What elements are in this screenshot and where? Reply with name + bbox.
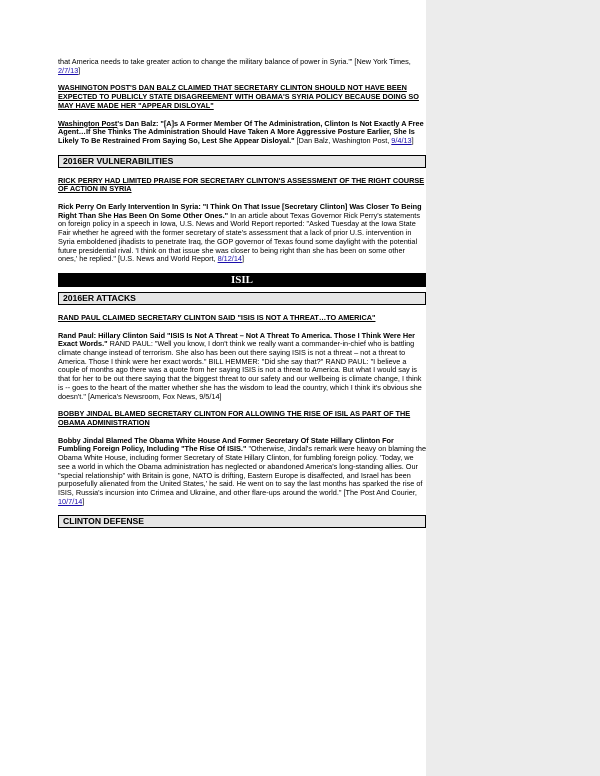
document-page [58,58,426,528]
section-header-box: CLINTON DEFENSE [58,515,426,528]
section-header-box: 2016ER VULNERABILITIES [58,155,426,168]
body-text: "Otherwise, Jindal's remark were heavy on blaming the Obama White House, including former Secretary of State Hillary Clinton, for fumbling foreign policy. 'Today, we see a world in which the Obama administration has neglected or abandoned America's long-standing allies. Our "special relationship" with Britain is gone, NATO is drifting, Eastern Europe is disaffected, and Israel has been purposefully alienated from the United States,' he said. He went on to say the last months has sparked the rise of ISIS, Russia's incursion into Crimea and Ukraine, and other flare-ups around the world." [The Post And Courier, [58,444,427,497]
bold-lead-text: Bobby Jindal Blamed The Obama White House And Former Secretary Of State Hillary Clinton For Fumbling Foreign Policy, Including "The Rise Of ISIS." [58,435,394,454]
section-subheading: WASHINGTON POST'S DAN BALZ CLAIMED THAT SECRETARY CLINTON SHOULD NOT HAVE BEEN EXPECTED TO PUBLICLY STATE DISAGREEMENT WITH OBAMA'S SYRIA POLICY BECAUSE DOING SO MAY HAVE MADE HER "APPEAR DISLOYAL" [58,83,419,110]
section-header-box: 2016ER ATTACKS [58,292,426,305]
section-subheading: RICK PERRY HAD LIMITED PRAISE FOR SECRETARY CLINTON'S ASSESSMENT OF THE RIGHT COURSE OF ACTION IN SYRIA [58,175,425,194]
body-text: RAND PAUL: "Well you know, I don't think we really want a commander-in-chief who is battling climate change instead of terrorism. She also has been out there saying ISIS is not a threat – not a threat to America. Those I think were her exact words." BILL HEMMER: "Did she say that?" RAND PAUL: "I believe a couple of months ago there was a quote from her saying ISIS is not a threat to America. But what I would say is that for her to be out there saying that the biggest threat to our safety and our wellbeing is climate change, I think is -- goes to the heart of the matter whether she has the wisdom to lead the country, which I think it's obvious she doesn't." [America's Newsroom, Fox News, 9/5/14] [58,339,422,401]
section-subheading: BOBBY JINDAL BLAMED SECRETARY CLINTON FOR ALLOWING THE RISE OF ISIL AS PART OF THE OBAMA ADMINISTRATION [58,409,411,427]
citation-link[interactable]: 9/4/13 [391,135,412,145]
spacer [58,146,426,155]
body-text: ] [78,65,81,75]
citation-link[interactable]: 10/7/14 [58,496,83,506]
citation-link[interactable]: 2/7/13 [58,65,79,75]
bold-lead-text: Rick Perry On Early Intervention In Syria: "I Think On That Issue [Secretary Clinton] Was Closer To Being Right Than She Has Been On Some Other Ones." [58,202,422,220]
body-paragraph [58,332,426,402]
bold-lead-text: Rand Paul: Hillary Clinton Said "ISIS Is Not A Threat – Not A Threat To America. Those I Think Were Her Exact Words." [58,330,416,349]
bold-lead-text: 's Dan Balz: "[A]s A Former Member Of The Administration, Clinton Is Not Exactly A Free Agent…If She Thinks The Administration Should Have Taken A More Aggressive Posture Earlier, She Is Likely To Be Restrained From Saying So, Lest She Appear Disloyal." [58,118,424,145]
topic-title-bar: ISIL [58,273,426,287]
body-paragraph [58,437,426,507]
comment-margin-pane [426,0,600,776]
body-text: In an article about Texas Governor Rick Perry's statements on foreign policy in a speech in Iowa, U.S. News and World Report reported: "Asked Tuesday at the Iowa State Fair whether he agreed with the former secretary of state's assessment that a lack of prior U.S. intervention in Syria emboldened jihadists to penetrate Iraq, the GOP governor of Texas found some daylight with the potential future presidential rival. 'I think on that issue she was closer to being right than she has been on some other ones,' he replied." [U.S. News and World Report, [58,210,420,264]
bold-lead-text: Washington Post [58,118,118,128]
body-paragraph [58,58,426,75]
spacer [58,264,426,273]
citation-link[interactable]: 8/12/14 [217,254,242,264]
body-paragraph [58,120,426,146]
spacer [58,506,426,515]
body-paragraph [58,203,426,264]
body-text: [Dan Balz, Washington Post, [294,135,392,145]
body-text: that America needs to take greater action to change the military balance of power in Syria.'" [New York Times, [58,57,411,66]
section-subheading: RAND PAUL CLAIMED SECRETARY CLINTON SAID "ISIS IS NOT A THREAT…TO AMERICA" [58,312,376,322]
body-text: ] [82,496,85,506]
body-text: ] [411,135,414,145]
body-text: ] [241,254,244,264]
